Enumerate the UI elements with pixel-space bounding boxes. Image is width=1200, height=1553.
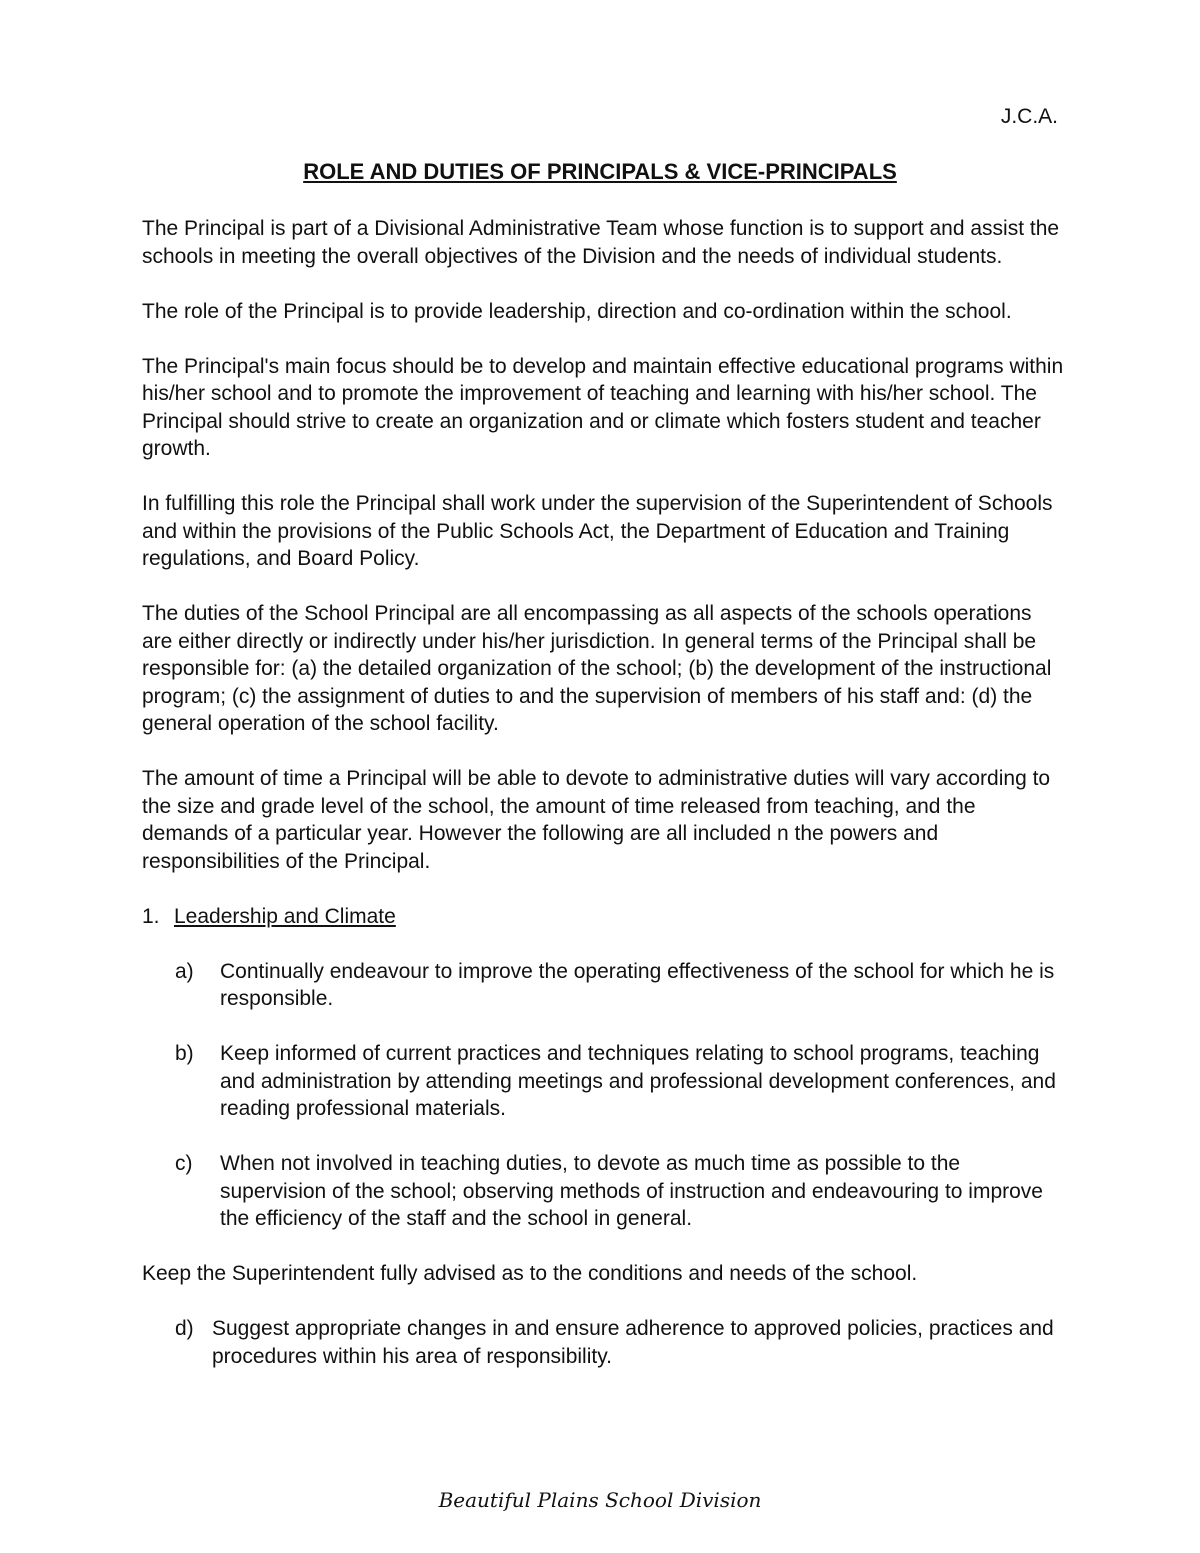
paragraph-team: The Principal is part of a Divisional Administrative Team whose function is to support and assist the schools in meeting the overall objectives of the Division and the needs of individual students. — [142, 217, 1060, 268]
page-footer: Beautiful Plains School Division — [438, 1488, 762, 1512]
document-body — [142, 215, 1067, 1398]
section-number: 1. — [142, 904, 160, 928]
list-item-d — [175, 1315, 1067, 1370]
list-item-c — [175, 1150, 1067, 1233]
section-title: Leadership and Climate — [174, 904, 396, 928]
list-marker: c) — [175, 1152, 193, 1175]
list-text: Keep informed of current practices and techniques relating to school programs, teaching and administration by attending meetings and professional development conferences, and reading professional materials. — [220, 1042, 1056, 1120]
list-item-a — [175, 958, 1067, 1013]
paragraph-focus: The Principal's main focus should be to develop and maintain effective educational programs within his/her school and to promote the improvement of teaching and learning with his/her school. The Principal should strive to create an organization and or climate which fosters student and teacher growth. — [142, 354, 1064, 460]
list-text: Suggest appropriate changes in and ensure adherence to approved policies, practices and procedures within his area of responsibility. — [212, 1317, 1054, 1368]
list-marker: b) — [175, 1042, 194, 1065]
paragraph-duties: The duties of the School Principal are all encompassing as all aspects of the schools operations are either directly or indirectly under his/her jurisdiction. In general terms of the Principal shall be responsible for: (a) the detailed organization of the school; (b) the development of the instructional program; (c) the assignment of duties to and the supervision of members of his staff and: (d) the general operation of the school facility. — [142, 602, 1052, 735]
list-item-b — [175, 1040, 1067, 1123]
paragraph-time: The amount of time a Principal will be able to devote to administrative duties will vary according to the size and grade level of the school, the amount of time released from teaching, and the demands of a particular year. However the following are all included n the powers and responsibilities of the Principal. — [142, 767, 1051, 873]
paragraph-supervision: In fulfilling this role the Principal shall work under the supervision of the Superintendent of Schools and within the provisions of the Public Schools Act, the Department of Education and Training regulations, and Board Policy. — [142, 492, 1053, 570]
list-text: When not involved in teaching duties, to devote as much time as possible to the supervision of the school; observing methods of instruction and endeavouring to improve the efficiency of the staff and the school in general. — [220, 1152, 1043, 1230]
list-text: Continually endeavour to improve the operating effectiveness of the school for which he is responsible. — [220, 959, 1055, 1010]
section-heading — [142, 903, 1067, 931]
list-marker: a) — [175, 959, 194, 983]
section-note: Keep the Superintendent fully advised as to the conditions and needs of the school. — [142, 1262, 918, 1285]
document-title: ROLE AND DUTIES OF PRINCIPALS & VICE-PRINCIPALS — [303, 159, 897, 184]
list-marker: d) — [175, 1317, 194, 1340]
document-code: J.C.A. — [1000, 105, 1058, 128]
paragraph-role: The role of the Principal is to provide leadership, direction and co-ordination within the school. — [142, 299, 1012, 323]
